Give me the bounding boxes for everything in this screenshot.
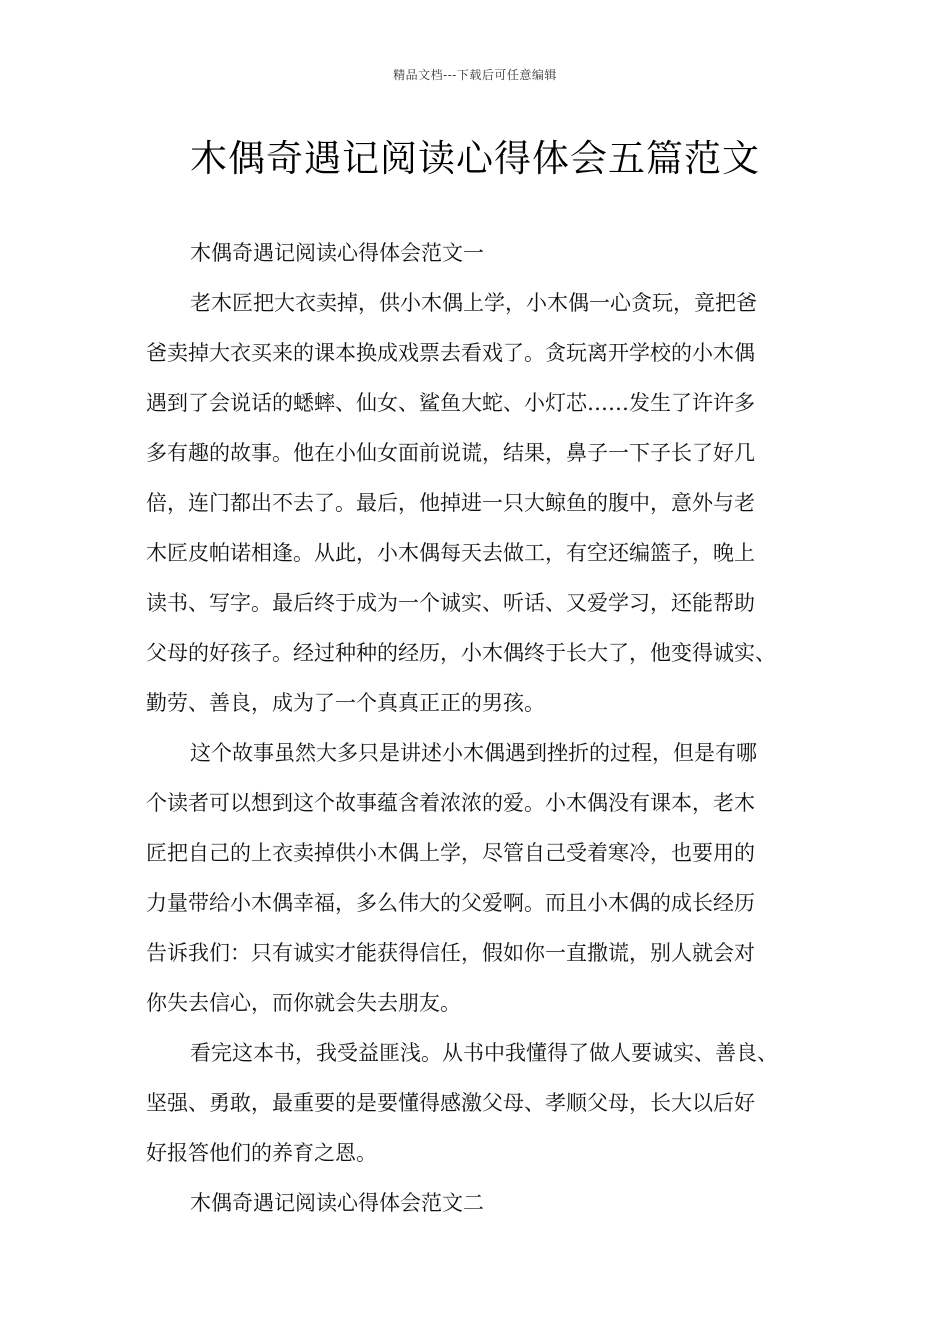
text-line: 读书、写字。最后终于成为一个诚实、听话、又爱学习，还能帮助	[146, 591, 755, 615]
paragraph-start-line: 看完这本书，我受益匪浅。从书中我懂得了做人要诚实、善良、	[190, 1041, 778, 1065]
text-line: 爸卖掉大衣买来的课本换成戏票去看戏了。贪玩离开学校的小木偶	[146, 341, 755, 365]
text-line: 遇到了会说话的蟋蟀、仙女、鲨鱼大蛇、小灯芯……发生了许许多	[146, 391, 755, 415]
text-line: 坚强、勇敢，最重要的是要懂得感激父母、孝顺父母，长大以后好	[146, 1091, 755, 1115]
text-line: 力量带给小木偶幸福，多么伟大的父爱啊。而且小木偶的成长经历	[146, 891, 755, 915]
text-line: 个读者可以想到这个故事蕴含着浓浓的爱。小木偶没有课本，老木	[146, 791, 755, 815]
text-line: 勤劳、善良，成为了一个真真正正的男孩。	[146, 691, 545, 715]
header-note: 精品文档---下载后可任意编辑	[393, 68, 557, 82]
paragraph-start-line: 这个故事虽然大多只是讲述小木偶遇到挫折的过程，但是有哪	[190, 741, 757, 765]
text-line: 告诉我们：只有诚实才能获得信任，假如你一直撒谎，别人就会对	[146, 941, 755, 965]
text-line: 多有趣的故事。他在小仙女面前说谎，结果，鼻子一下子长了好几	[146, 441, 755, 465]
document-body	[146, 228, 826, 1228]
paragraph-start-line: 老木匠把大衣卖掉，供小木偶上学，小木偶一心贪玩，竟把爸	[190, 291, 757, 315]
text-line: 倍，连门都出不去了。最后，他掉进一只大鲸鱼的腹中，意外与老	[146, 491, 755, 515]
text-line: 你失去信心，而你就会失去朋友。	[146, 991, 461, 1015]
paragraph-start-line: 木偶奇遇记阅读心得体会范文二	[190, 1191, 484, 1215]
paragraph-start-line: 木偶奇遇记阅读心得体会范文一	[190, 241, 484, 265]
text-line: 父母的好孩子。经过种种的经历，小木偶终于长大了，他变得诚实、	[146, 641, 776, 665]
text-line: 木匠皮帕诺相逢。从此，小木偶每天去做工，有空还编篮子，晚上	[146, 541, 755, 565]
text-line: 匠把自己的上衣卖掉供小木偶上学，尽管自己受着寒冷，也要用的	[146, 841, 755, 865]
document-title: 木偶奇遇记阅读心得体会五篇范文	[190, 137, 760, 180]
text-line: 好报答他们的养育之恩。	[146, 1141, 377, 1165]
